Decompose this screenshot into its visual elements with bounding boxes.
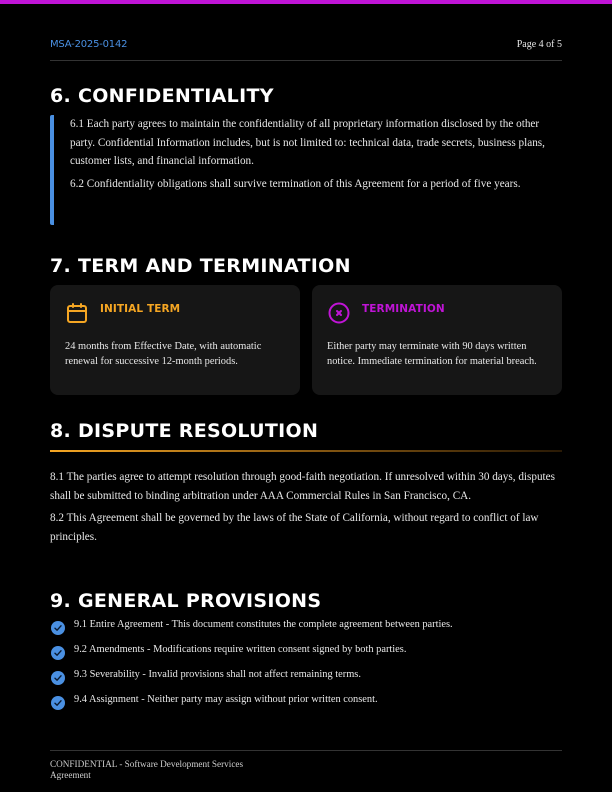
footer-text: CONFIDENTIAL - Software Development Services Agreement xyxy=(50,759,244,780)
card-body: 24 months from Effective Date, with automatic renewal for successive 12-month periods. xyxy=(65,341,262,367)
section-title-term: 7. TERM AND TERMINATION xyxy=(50,255,351,277)
top-accent-bar xyxy=(0,0,612,4)
card-title: TERMINATION xyxy=(362,303,445,315)
check-circle-icon xyxy=(51,671,65,685)
section-divider xyxy=(50,450,562,452)
card-termination xyxy=(312,285,562,395)
list-item xyxy=(50,692,562,717)
list-item xyxy=(50,617,562,642)
clause-6-2: 6.2 Confidentiality obligations shall survive termination of this Agreement for a period of five years. xyxy=(70,177,521,190)
dispute-block xyxy=(50,468,562,546)
check-circle-icon xyxy=(51,646,65,660)
calendar-icon xyxy=(65,301,89,325)
list-item xyxy=(50,642,562,667)
provision-text: 9.4 Assignment - Neither party may assign without prior written consent. xyxy=(74,694,378,705)
list-item xyxy=(50,667,562,692)
x-circle-icon xyxy=(327,301,351,325)
check-circle-icon xyxy=(51,696,65,710)
card-title: INITIAL TERM xyxy=(100,303,181,315)
card-body: Either party may terminate with 90 days written notice. Immediate termination for material breach. xyxy=(327,341,537,367)
page-number: Page 4 of 5 xyxy=(516,39,562,50)
section-title-confidentiality: 6. CONFIDENTIALITY xyxy=(50,85,274,107)
provision-text: 9.2 Amendments - Modifications require written consent signed by both parties. xyxy=(74,644,407,655)
clause-8-2: 8.2 This Agreement shall be governed by the laws of the State of California, without regard to conflict of law principles. xyxy=(50,512,539,543)
provision-text: 9.1 Entire Agreement - This document constitutes the complete agreement between parties. xyxy=(74,619,453,630)
card-initial-term xyxy=(50,285,300,395)
section-title-general: 9. GENERAL PROVISIONS xyxy=(50,590,322,612)
section-title-dispute: 8. DISPUTE RESOLUTION xyxy=(50,420,319,442)
clause-8-1: 8.1 The parties agree to attempt resolution through good-faith negotiation. If unresolved within 30 days, disputes shall be submitted to binding arbitration under AAA Commercial Rules in San Francisco, CA. xyxy=(50,471,555,502)
check-circle-icon xyxy=(51,621,65,635)
page-header xyxy=(50,38,562,61)
page-footer xyxy=(50,750,562,781)
document-id: MSA-2025-0142 xyxy=(50,39,128,50)
provision-text: 9.3 Severability - Invalid provisions shall not affect remaining terms. xyxy=(74,669,361,680)
provisions-list xyxy=(50,617,562,717)
clause-6-1: 6.1 Each party agrees to maintain the confidentiality of all proprietary information disclosed by the other party. Confidential Information includes, but is not limited to: technical data, trade secrets, business plans, customer lists, and financial information. xyxy=(70,118,545,167)
confidentiality-block xyxy=(50,115,562,225)
